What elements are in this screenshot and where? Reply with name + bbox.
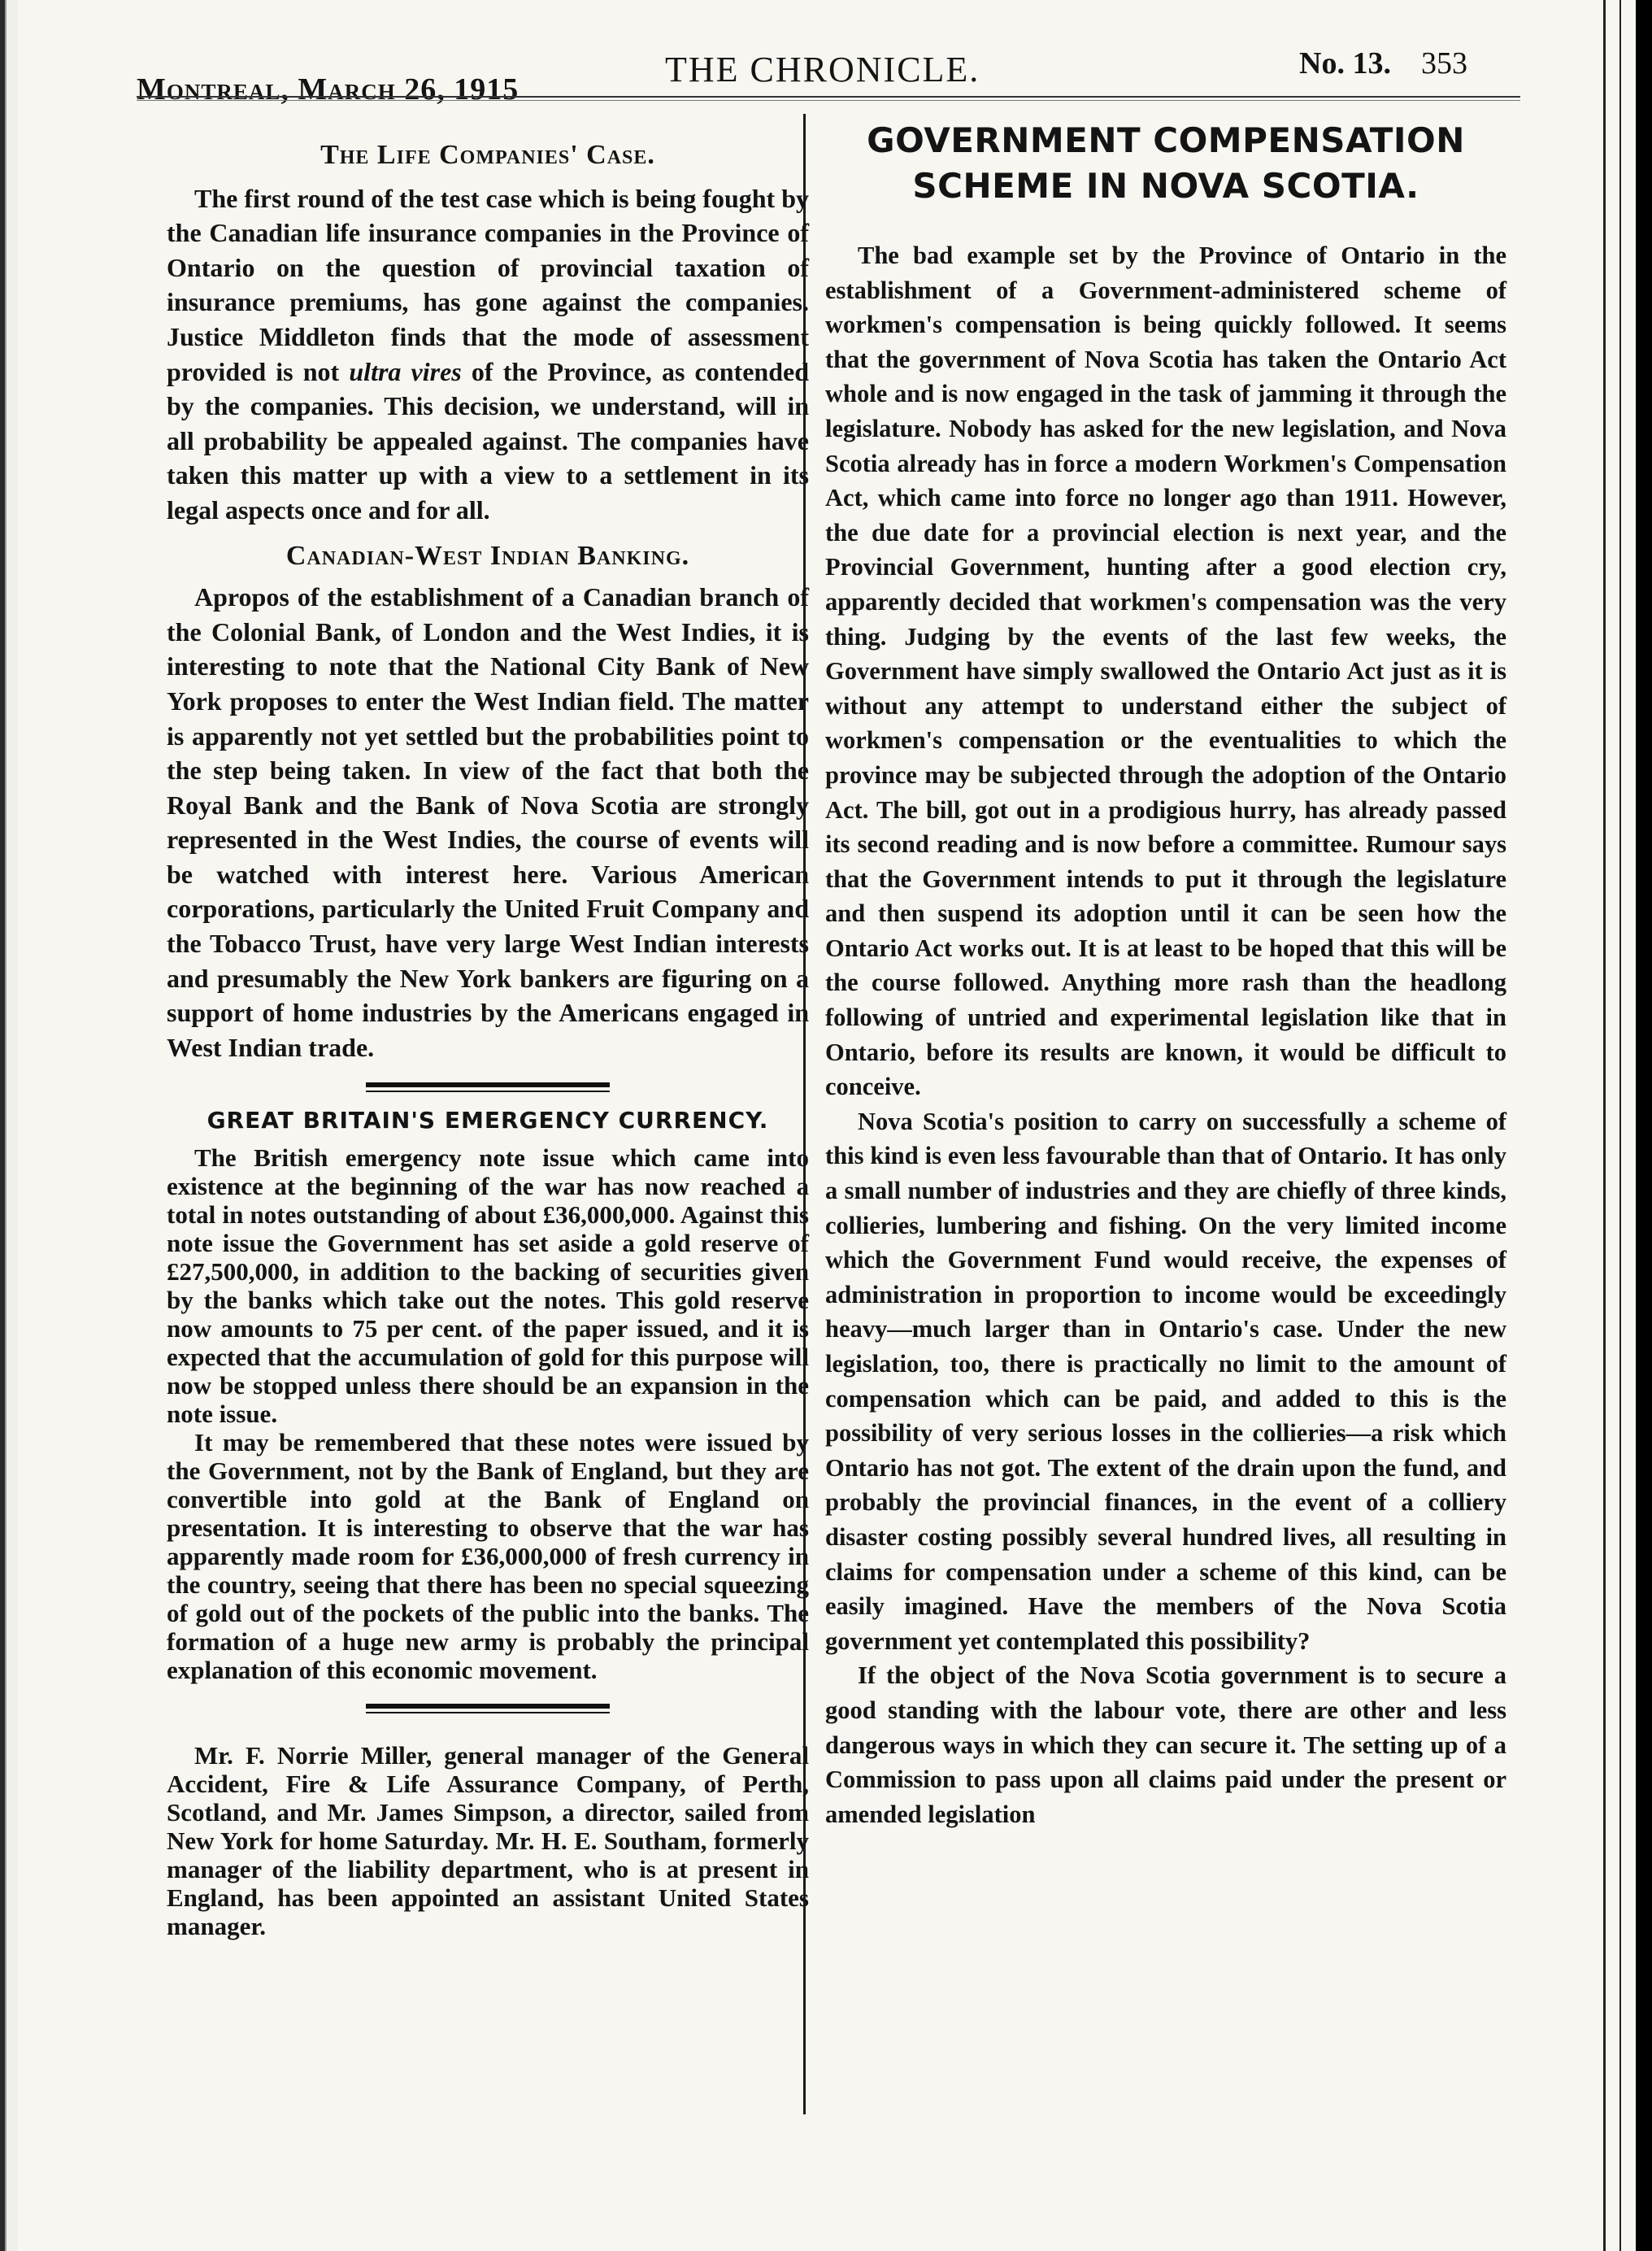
life-companies-heading: The Life Companies' Case. xyxy=(320,140,655,170)
life-companies-italic-term: ultra vires xyxy=(349,356,462,386)
life-companies-text-end: of the Province, as contended by the companies. This decision, we understand, will in all probability be appealed against. The companies have taken this matter up with a view to a settlement in its legal aspects once and for all. xyxy=(167,356,810,525)
article-paragraph-2: Nova Scotia's position to carry on successfully a scheme of this kind is even less favourable than that of Ontario. It has only a small number of industries and they are chiefly of three kinds, collieries, lumbering and fishing. On the very limited income which the Government Fund would receive, the expenses of administration in proportion to income would be exceedingly heavy—much larger than in Ontario's case. Under the new legislation, too, there is practically no limit to the amount of compensation which can be paid, and added to this is the possibility of very serious losses in the collieries—a risk which Ontario has not got. The extent of the drain upon the fund, and probably the provincial finances, in the event of a colliery disaster costing possibly several hundred lives, all resulting in claims for compensation under a scheme of this kind, can be easily imagined. Have the members of the Nova Scotia government yet contemplated this possibility? xyxy=(825,1107,1506,1655)
emergency-currency-heading: GREAT BRITAIN'S EMERGENCY CURRENCY. xyxy=(206,1107,769,1134)
emergency-currency-paragraph-1: The British emergency note issue which came into existence at the beginning of the war has now reached a total in notes outstanding of about £36,000,000. Against this note issue the Government has set aside a gold reserve of £27,500,000, in addition to the backing of securities given by the banks which take out the notes. This gold reserve now amounts to 75 per cent. of the paper issued, and it is expected that the accumulation of gold for this purpose will now be stopped unless there should be an expansion in the note issue. xyxy=(167,1143,809,1429)
page-right-border-rule-outer xyxy=(1619,0,1621,2251)
article-paragraph-3: If the object of the Nova Scotia government is to secure a good standing with the labour vote, there are other and less dangerous ways in which they can secure it. The setting up of a Commission to pass upon all claims paid under the present or amended legislation xyxy=(825,1661,1506,1828)
page-left-edge xyxy=(0,0,18,2251)
left-column xyxy=(167,138,809,1940)
emergency-currency-paragraph-2: It may be remembered that these notes were issued by the Government, not by the Bank of England, but they are convertible into gold at the Bank of England on presentation. It is interesting to observe that the war has apparently made room for £36,000,000 of fresh currency in the country, seeing that there has been no special squeezing of gold out of the pockets of the public into the banks. The formation of a huge new army is probably the principal explanation of this economic movement. xyxy=(167,1428,809,1685)
header-issue-number: No. 13. xyxy=(1299,46,1391,81)
personal-note-paragraph: Mr. F. Norrie Miller, general manager of the General Accident, Fire & Life Assurance Company, of Perth, Scotland, and Mr. James Simpson, a director, sailed from New York for home Saturday. Mr. H. E. Southam, formerly manager of the liability department, who is at present in England, has been appointed an assistant United States manager. xyxy=(167,1741,809,1941)
life-companies-paragraph xyxy=(167,181,809,528)
life-companies-text-start: The first round of the test case which is being fought by the Canadian life insurance companies in the Province of Ontario on the question of provincial taxation of insurance premiums, has gone against the companies. Justice Middleton finds that the mode of assessment provided is not xyxy=(167,183,809,386)
article-title-line-1: GOVERNMENT COMPENSATION xyxy=(867,120,1465,160)
header-publication-title: THE CHRONICLE. xyxy=(665,50,980,89)
west-indian-banking-paragraph: Apropos of the establishment of a Canadian branch of the Colonial Bank, of London and the West Indies, it is interesting to note that the National City Bank of New York proposes to enter the West Indian field. The matter is apparently not yet settled but the probabilities point to the step being taken. In view of the fact that both the Royal Bank and the Bank of Nova Scotia are strongly represented in the West Indies, the course of events will be watched with interest here. Various American corporations, particularly the United Fruit Company and the Tobacco Trust, have very large West Indian interests and presumably the New York bankers are figuring on a support of home industries by the Americans engaged in West Indian trade. xyxy=(167,582,809,1062)
section-separator-rule-2 xyxy=(366,1704,610,1713)
right-column xyxy=(825,118,1506,1831)
running-header xyxy=(137,42,1519,107)
section-separator-rule xyxy=(366,1082,610,1092)
west-indian-banking-heading: Canadian-West Indian Banking. xyxy=(285,540,690,571)
header-rule xyxy=(137,96,1520,101)
header-page-number: 353 xyxy=(1421,46,1467,81)
article-title xyxy=(825,118,1506,209)
header-dateline: Montreal, March 26, 1915 xyxy=(137,72,520,107)
page-right-border-rule xyxy=(1603,0,1606,2251)
article-paragraph-1: The bad example set by the Province of Ontario in the establishment of a Government-administered scheme of workmen's compensation is being quickly followed. It seems that the government of Nova Scotia has taken the Ontario Act whole and is now engaged in the task of jamming it through the legislature. Nobody has asked for the new legislation, and Nova Scotia already has in force a modern Workmen's Compensation Act, which came into force no longer ago than 1911. However, the due date for a provincial election is next year, and the Provincial Government, hunting after a good election cry, apparently decided that workmen's compensation was the very thing. Judging by the events of the last few weeks, the Government have simply swallowed the Ontario Act just as it is without any attempt to understand either the subject of workmen's compensation or the eventualities to which the province may be subjected through the adoption of the Ontario Act. The bill, got out in a prodigious hurry, has already passed its second reading and is now before a committee. Rumour says that the Government intends to put it through the legislature and then suspend its adoption until it can be seen how the Ontario Act works out. It is at least to be hoped that this will be the course followed. Anything more rash than the headlong following of untried and experimental legislation like that in Ontario, before its results are known, it would be difficult to conceive. xyxy=(825,242,1506,1101)
article-title-line-2: SCHEME IN NOVA SCOTIA. xyxy=(912,166,1419,206)
